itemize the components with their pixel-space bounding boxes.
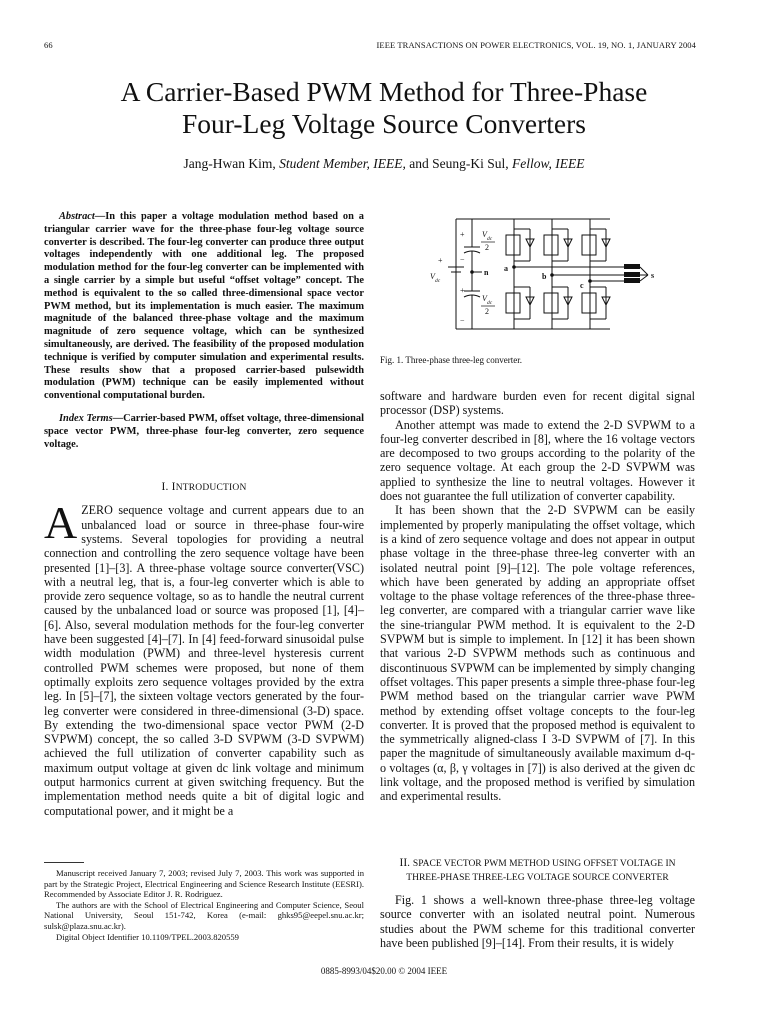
- label-b: b: [542, 272, 547, 281]
- section-2-title-line-1: [380, 857, 695, 872]
- author-1-name: Jang-Hwan Kim,: [183, 156, 276, 171]
- section-2-heading: [380, 857, 695, 885]
- section-1-number: I.: [161, 481, 169, 494]
- section-1-title-initial: I: [171, 481, 176, 494]
- author-line: [0, 156, 768, 172]
- footnote-manuscript: Manuscript received January 7, 2003; revised July 7, 2003. This work was supported in part by the Strategic Project, Electrical Engineering and Science Research Institute (EESRI). Recommended by Associate Editor J. R. Rodriguez.: [44, 868, 364, 900]
- label-plus-top: +: [460, 230, 465, 239]
- footnote-affiliation: The authors are with the School of Electrical Engineering and Computer Science, Seoul National University, Seoul 151-742, Korea (e-mail: ghks95@eepel.snu.ac.kr; sulsk@plaza.snu.ac.kr).: [44, 899, 364, 931]
- running-header: IEEE TRANSACTIONS ON POWER ELECTRONICS, VOL. 19, NO. 1, JANUARY 2004: [376, 40, 696, 50]
- section-1-title-rest: NTRODUCTION: [175, 483, 247, 494]
- index-terms-text: —Carrier-based PWM, offset voltage, three-dimensional space vector PWM, three-phase four-leg converter, zero sequence voltage.: [44, 412, 364, 450]
- label-vdc-source-sub: dc: [435, 278, 441, 284]
- label-vdc-bottom: V: [482, 294, 487, 303]
- left-column: [44, 211, 364, 818]
- right-paragraph-1: software and hardware burden even for recent digital signal processor (DSP) systems.: [380, 389, 695, 418]
- paper-title: [0, 76, 768, 140]
- abstract: [44, 211, 364, 403]
- page-number: 66: [44, 40, 53, 50]
- right-paragraph-2: Another attempt was made to extend the 2-D SVPWM to a four-leg converter described in [8], where the 16 voltage vectors are decomposed to two groups according to the polarity of the zero sequence voltage. At each group the 2-D SVPWM was applied to synthesize the line to neutral voltages. However it does not guarantee the full utilization of converter capability.: [380, 417, 695, 504]
- footnote-doi: Digital Object Identifier 10.1109/TPEL.2003.820559: [56, 931, 239, 942]
- right-paragraph-3: It has been shown that the 2-D SVPWM can be easily implemented by properly manipulating the offset voltage, which is a kind of zero sequence voltage and does not appear in output phase voltage in the three-phase three-leg converter with an isolated neutral point [9]–[12]. The pole voltage references, which have been generated by adding an appropriate offset voltage to the phase voltage references of the three-phase three-leg converter, are compared with a triangular carrier wave like the sine-triangular PWM method. It is equivalent to the 2-D SVPWM but is simple to implement. In [12] it has been shown that various 2-D SVPWM methods such as continuous and discontinuous SVPWM can be implemented by simply changing offset voltages. This paper presents a simple three-phase four-leg PWM method based on the triangular carrier wave PWM method by extending offset voltage concepts to the four-leg converter. It is proved that the proposed method is equivalent to the symmetrically aligned-class I 3-D SVPWM of [7]. In this paper the magnitude of simultaneously available maximum d-q-o voltages (α, β, γ voltages in [7]) is also derived at the given dc link voltage, and the proposed method is verified by simulation and experimental results.: [380, 503, 695, 804]
- label-plus-bottom: +: [460, 286, 465, 295]
- label-vdc-bottom-sub: dc: [487, 300, 493, 306]
- footnotes: [44, 868, 364, 942]
- label-two-top: 2: [485, 243, 489, 252]
- label-a: a: [504, 264, 508, 273]
- right-column-bottom: [380, 893, 695, 950]
- section-2-number: II.: [399, 857, 411, 869]
- section-2-title-line-2: THREE-PHASE THREE-LEG VOLTAGE SOURCE CONVERTER: [406, 872, 669, 883]
- inductor-a: [624, 264, 640, 269]
- label-s: s: [651, 271, 655, 280]
- index-terms: [44, 413, 364, 451]
- footnote-rule: [44, 862, 84, 863]
- section-1-heading: [44, 481, 364, 493]
- label-minus-top: −: [460, 255, 465, 264]
- label-vdc-top-sub: dc: [487, 236, 493, 242]
- inductor-c: [624, 278, 640, 283]
- label-two-bottom: 2: [485, 307, 489, 316]
- drop-cap: A: [44, 497, 78, 549]
- label-vdc-source: V: [430, 272, 435, 281]
- label-n: n: [484, 268, 489, 277]
- label-vdc-top: V: [482, 230, 487, 239]
- figure-1: [424, 209, 664, 341]
- right-paragraph-4: Fig. 1 shows a well-known three-phase three-leg voltage source converter with an isolated neutral point. Numerous studies about the PWM scheme for this traditional converter have been published [9]–[14]. From their results, it is widely: [380, 893, 695, 950]
- author-1-role: Student Member, IEEE,: [279, 156, 406, 171]
- right-column: [380, 389, 695, 804]
- label-plus-source: +: [438, 256, 443, 265]
- title-line-1: A Carrier-Based PWM Method for Three-Phase: [120, 76, 648, 107]
- author-conjunction: and: [409, 156, 429, 171]
- converter-schematic: [424, 209, 664, 341]
- copyright-footer: 0885-8993/04$20.00 © 2004 IEEE: [320, 966, 448, 976]
- label-c: c: [580, 281, 584, 290]
- section-1-paragraph: [44, 497, 364, 818]
- inductor-b: [624, 272, 640, 277]
- label-minus-bottom: −: [460, 316, 465, 325]
- figure-1-caption: Fig. 1. Three-phase three-leg converter.: [380, 355, 523, 365]
- abstract-lead: Abstract: [59, 211, 95, 222]
- title-line-2: Four-Leg Voltage Source Converters: [182, 108, 586, 139]
- section-2-title-1: SPACE VECTOR PWM METHOD USING OFFSET VOLTAGE IN: [412, 859, 676, 869]
- section-1-text: ZERO sequence voltage and current appears due to an unbalanced load or source in three-phase four-wire systems. Several topologies for providing a neutral connection and controlling the zero sequence voltage have been presented [1]–[3]. A three-phase voltage source converter(VSC) with a neutral leg, that is, a four-leg converter which is able to provide zero sequence voltage, so as to handle the neutral current caused by the unbalanced load or source was proposed [1], [4]–[6]. Also, several modulation methods for the four-leg converter have been suggested [4]–[7]. In [4] feed-forward sinusoidal pulse width modulation (PWM) and three-level hysteresis current controlled PWM schemes were proposed, but none of them optimally exploits zero sequence voltages provided by the extra leg. In [5]–[7], the sixteen voltage vectors generated by the four-leg converter were considered in three-dimensional (3-D) space. By extending the two-dimensional space vector PWM (2-D SVPWM) concept, the so called 3-D SVPWM (3-D SVPWM) achieved the full utilization of converter capability such as maximum output voltage at given dc link voltage and minimum output harmonics current at given switching frequency. But the implementation method needs quite a bit of digital logic and computational power, and it might be a: [44, 503, 364, 818]
- author-2-name: Seung-Ki Sul,: [432, 156, 509, 171]
- index-terms-lead: Index Terms: [59, 412, 113, 424]
- author-2-role: Fellow, IEEE: [511, 156, 585, 171]
- abstract-text: —In this paper a voltage modulation method based on a triangular carrier wave for the three-phase four-leg voltage source converter is described. The four-leg converter can produce three output voltages independently with one additional leg. The proposed modulation method for the four-leg converter can be implemented with a single carrier by a simple but useful “offset voltage” concept. The method is equivalent to the so called three-dimensional space vector PWM method, but its implementation is much easier. The maximum magnitude of the balanced three-phase voltage and the maximum magnitude of zero sequence voltage, which can be synthesized simultaneously, are derived. The feasibility of the proposed modulation technique is verified by computer simulation and experimental results. These results show that a proposed carrier-based pulsewidth modulation (PWM) technique can be easily implemented without conventional computational burden.: [44, 211, 364, 402]
